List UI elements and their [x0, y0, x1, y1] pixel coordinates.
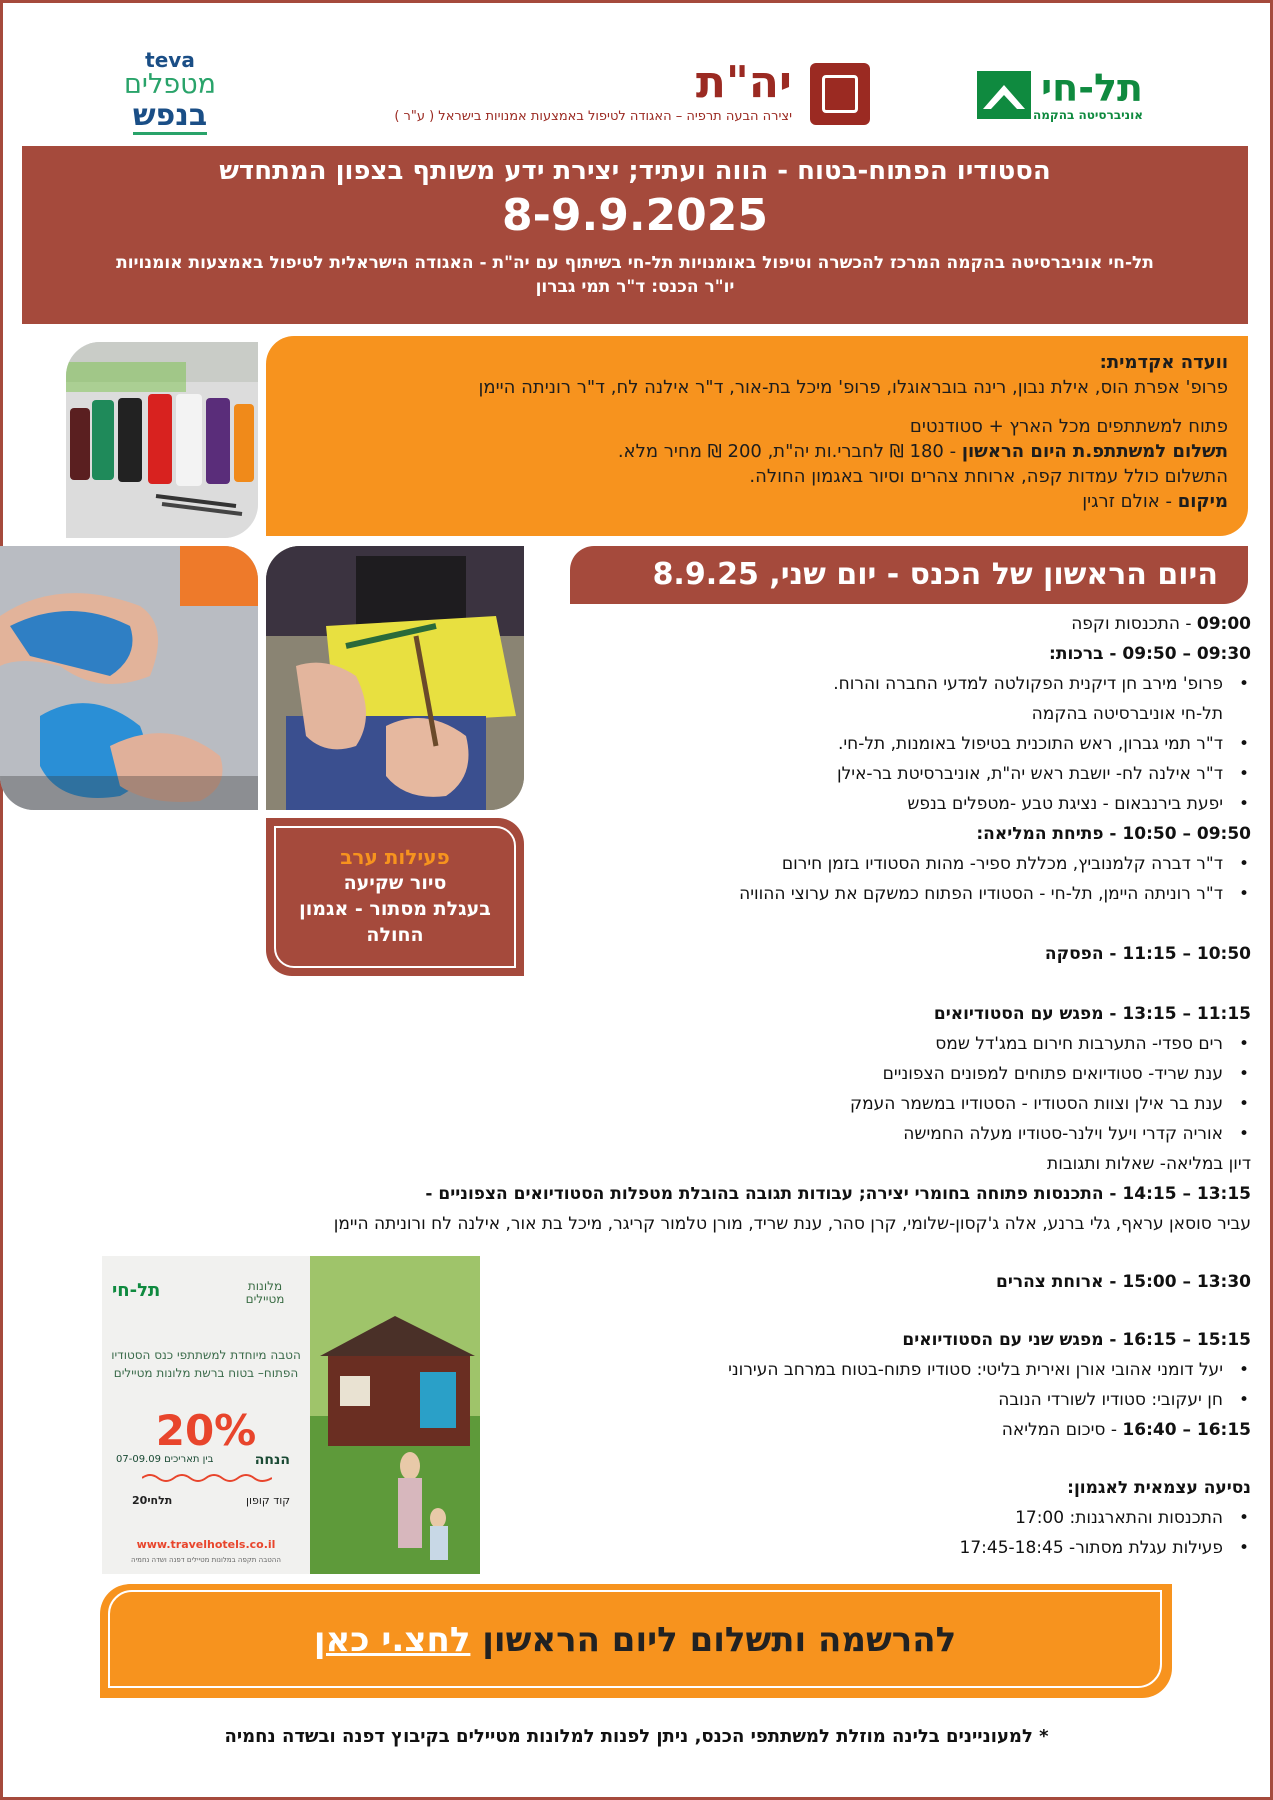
cabin-photo — [310, 1256, 480, 1574]
schedule-row: 09:50 – 10:50 - פתיחת המליאה: — [976, 824, 1251, 844]
schedule-bullet: • רים ספדי- התערבות חירום במג'דל שמס — [935, 1034, 1223, 1054]
schedule-bullet-cont: תל-חי אוניברסיטה בהקמה — [1031, 704, 1223, 724]
schedule-bullet: • אוריה קדרי ויעל וילנר-סטודיו מעלה החמישה — [903, 1124, 1223, 1144]
schedule-bullet: • יפעת בירנבאום - נציגת טבע -מטפלים בנפש — [907, 794, 1223, 814]
schedule-row: 13:30 – 15:00 - ארוחת צהרים — [996, 1272, 1251, 1292]
payment-includes: התשלום כולל עמדות קפה, ארוחת צהרים וסיור באגמון החולה. — [749, 466, 1228, 487]
yahat-mark-icon — [810, 63, 870, 125]
evening-line1: סיור שקיעה — [343, 872, 447, 894]
schedule-text: - התכנסות וקפה — [1071, 614, 1197, 634]
coupon-text: הטבה מיוחדת למשתתפי כנס הסטודיו הפתוח– בטוח ברשת מלונות מטיילים — [111, 1348, 301, 1380]
schedule-time: 09:00 — [1196, 614, 1251, 634]
day-header: היום הראשון של הכנס - יום שני, 8.9.25 — [570, 546, 1248, 604]
schedule-row: דיון במליאה- שאלות ותגובות — [1047, 1154, 1251, 1174]
hotel-coupon — [102, 1256, 480, 1574]
telhai-logo — [975, 60, 1175, 130]
coupon-fine-print: ההטבה תקפה במלונות מטיילים דפנה ושדה נחמיה — [131, 1556, 281, 1564]
open-to-text: פתוח למשתתפים מכל הארץ + סטודנטים — [909, 416, 1228, 437]
evening-activity-box — [266, 818, 524, 976]
yahat-logo-subtitle: יצירה הבעה תרפיה – האגודה לטיפול באמצעות אמנויות בישראל ( ע"ר ) — [394, 109, 792, 124]
location-value: - אולם זרגין — [1082, 491, 1178, 512]
coupon-percent: 20% — [155, 1406, 257, 1455]
paint-bottles-photo — [66, 342, 258, 538]
conference-banner — [22, 146, 1248, 324]
schedule-bullet: • פרופ' מירב חן דיקנית הפקולטה למדעי החברה והרוח. — [833, 674, 1223, 694]
schedule-bullet: • ד"ר תמי גברון, ראש התוכנית בטיפול באומנות, תל-חי. — [838, 734, 1223, 754]
committee-label: וועדה אקדמית: — [1099, 352, 1228, 373]
teva-brand: teva — [145, 48, 195, 72]
schedule-bullet: • התכנסות והתארגנות: 17:00 — [1015, 1508, 1223, 1528]
conference-date: 8-9.9.2025 — [502, 190, 768, 241]
telhai-logo-name: תל-חי — [1040, 66, 1143, 110]
schedule-bullet: • פעילות עגלת מסתור- 17:45-18:45 — [960, 1538, 1223, 1558]
schedule-bullet: • ד"ר דברה קלמנוביץ, מכללת ספיר- מהות הסטודיו בזמן חירום — [782, 854, 1223, 874]
yahat-logo — [330, 55, 870, 135]
teva-logo — [110, 50, 230, 140]
evening-line2: בעגלת מסתור - אגמון — [299, 898, 491, 920]
info-box — [266, 336, 1248, 536]
schedule-bullet: • חן יעקובי: סטודיו לשורדי הנובה — [998, 1390, 1223, 1410]
schedule-bullet: • ענת בר אילן וצוות הסטודיו - הסטודיו במשמר העמק — [850, 1094, 1223, 1114]
payment-label: תשלום למשתתפ.ת היום הראשון — [961, 441, 1228, 462]
painted-hands-photo — [0, 546, 258, 810]
schedule-bullet: • ענת שריד- סטודיואים פתוחים למפונים הצפוניים — [883, 1064, 1223, 1084]
teva-line2: בנפש — [132, 98, 208, 133]
coupon-discount-label: הנחה — [254, 1452, 290, 1468]
coupon-code-value: תלחי20 — [132, 1494, 173, 1507]
conference-organizers: תל-חי אוניברסיטה בהקמה המרכז להכשרה וטיפול באומנויות תל-חי בשיתוף עם יה"ת - האגודה הישראלית לטיפול באמצעות אומנויות — [116, 253, 1154, 273]
schedule-text: - סיכום המליאה — [1001, 1420, 1123, 1440]
register-box — [100, 1584, 1172, 1698]
telhai-logo-subtitle: אוניברסיטה בהקמה — [1033, 108, 1143, 122]
wave-icon — [142, 1472, 272, 1484]
teva-line1: מטפלים — [123, 69, 216, 100]
schedule-row: 15:15 – 16:15 - מפגש שני עם הסטודיואים — [902, 1330, 1251, 1350]
craft-work-photo — [266, 546, 524, 810]
lodging-footnote: * למעוניינים בלינה מוזלת למשתתפי הכנס, ניתן לפנות למלונות מטיילים בקיבוץ דפנה ובשדה נחמיה — [224, 1726, 1049, 1747]
coupon-dates: בין תאריכים 07-09.09 — [116, 1454, 214, 1465]
coupon-code-label: קוד קופון — [246, 1494, 290, 1507]
coupon-hotels-logo: מלונות מטיילים — [245, 1279, 285, 1306]
schedule-row: 11:15 – 13:15 - מפגש עם הסטודיואים — [933, 1004, 1251, 1024]
schedule-bullet: • ד"ר אילנה לח- יושבת ראש יה"ת, אוניברסיטת בר-אילן — [837, 764, 1223, 784]
payment-value: - 180 ₪ לחברי.ות יה"ת, 200 ₪ מחיר מלא. — [617, 441, 962, 462]
yahat-logo-name: יה"ת — [695, 57, 792, 108]
conference-title: הסטודיו הפתוח-בטוח - הווה ועתיד; יצירת ידע משותף בצפון המתחדש — [219, 156, 1051, 186]
conference-chair: יו"ר הכנס: ד"ר תמי גברון — [535, 277, 735, 297]
schedule-row — [1002, 1420, 1251, 1440]
register-link[interactable]: לחצ.י כאן — [313, 1620, 471, 1660]
schedule-row: 09:30 – 09:50 - ברכות: — [1049, 644, 1251, 664]
schedule-row: 10:50 – 11:15 - הפסקה — [1044, 944, 1251, 964]
telhai-house-icon — [975, 69, 1033, 121]
schedule-row: עביר סוסאן עראף, גלי ברנע, אלה ג'קסון-שלומי, קרן סהר, ענת שריד, מורן טלמור קריגר, מיכל בת אור, אילנה לח ורוניתה היימן — [333, 1214, 1251, 1234]
schedule-bullet: • יעל דומני אהובי אורן ואירית בליטי: סטודיו פתוח-בטוח במרחב העירוני — [728, 1360, 1223, 1380]
schedule-row — [1071, 614, 1251, 634]
coupon-telhai-logo: תל-חי — [112, 1280, 161, 1301]
committee-members: פרופ' אפרת הוס, אילת נבון, רינה בובראוגלו, פרופ' מיכל בת-אור, ד"ר אילנה לח, ד"ר רוניתה היימן — [478, 377, 1228, 398]
register-text: להרשמה ותשלום ליום הראשון — [470, 1620, 957, 1660]
schedule-row: 13:15 – 14:15 - התכנסות פתוחה בחומרי יצירה; עבודות תגובה בהובלת מטפלות הסטודיואים הצפוניים - — [425, 1184, 1251, 1204]
register-cta — [108, 1590, 1162, 1688]
schedule-bullet: • ד"ר רוניתה היימן, תל-חי - הסטודיו הפתוח כמשקם את ערוצי ההוויה — [739, 884, 1223, 904]
location-label: מיקום — [1177, 491, 1228, 512]
evening-title: פעילות ערב — [340, 845, 450, 869]
schedule-time: 16:15 – 16:40 — [1122, 1420, 1251, 1440]
schedule-row: נסיעה עצמאית לאגמון: — [1067, 1478, 1251, 1498]
evening-line3: החולה — [366, 924, 424, 946]
coupon-url[interactable]: www.travelhotels.co.il — [136, 1538, 276, 1551]
